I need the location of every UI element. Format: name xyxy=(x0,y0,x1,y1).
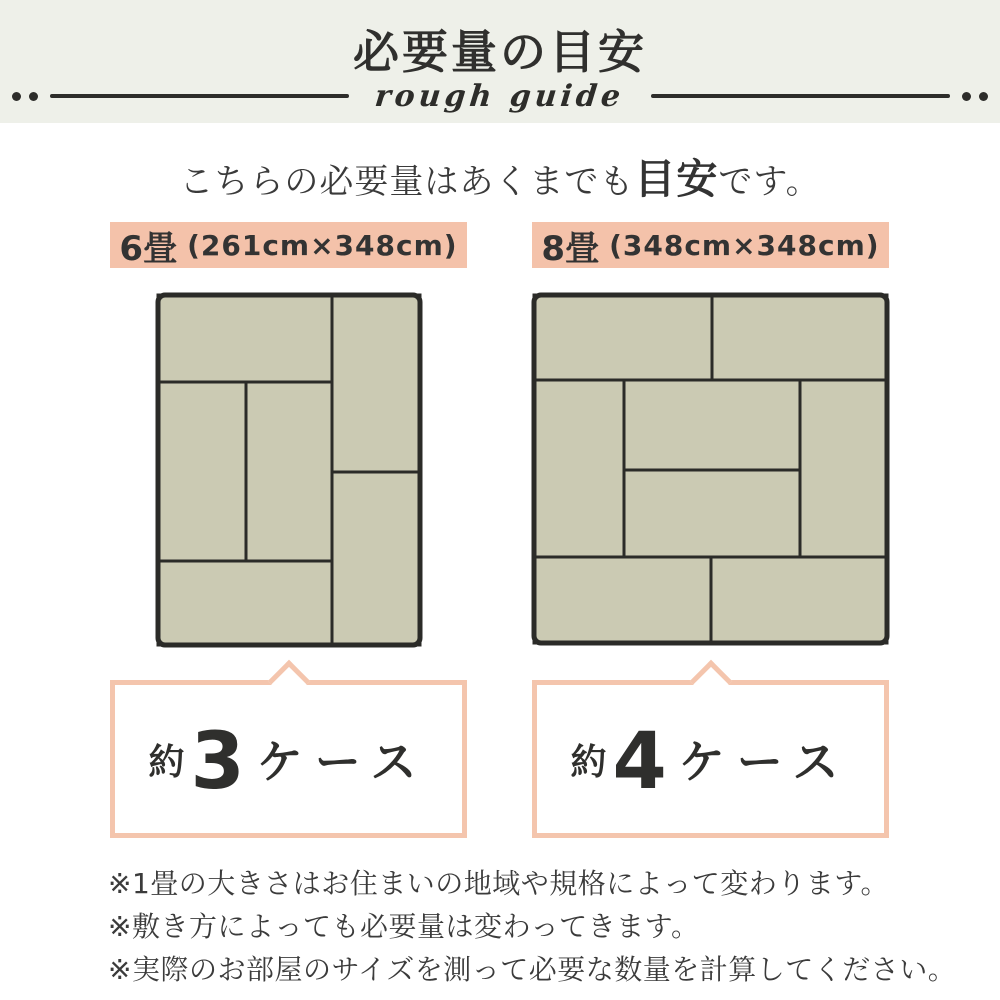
size-tag-8jo xyxy=(532,222,889,268)
case-count-text xyxy=(570,717,851,807)
subtitle-script: rough guide xyxy=(373,78,627,114)
tatami-mat xyxy=(624,470,800,557)
size-tag-6jo xyxy=(110,222,467,268)
size-tag-label: 6畳 xyxy=(119,228,178,269)
tatami-diagram-6jo xyxy=(155,292,423,648)
caret-up-notch xyxy=(689,660,731,702)
tatami-diagram-8jo xyxy=(531,292,890,648)
footnote-line: ※敷き方によっても必要量は変わってきます。 xyxy=(108,910,700,943)
header-decor xyxy=(0,80,1000,112)
case-unit: ケース xyxy=(256,735,429,789)
tatami-mat xyxy=(158,295,332,382)
case-prefix: 約 xyxy=(570,741,607,783)
tatami-mat xyxy=(158,382,246,561)
footnote-line: ※実際のお部屋のサイズを測って必要な数量を計算してください。 xyxy=(108,953,957,986)
dot-icon xyxy=(979,92,988,101)
tatami-mat xyxy=(711,557,887,643)
case-number: 4 xyxy=(612,717,667,807)
tatami-mat xyxy=(624,380,800,470)
intro-emphasis: 目安 xyxy=(634,155,719,203)
case-count-box-8jo xyxy=(532,680,889,838)
intro-pre: こちらの必要量はあくまでも xyxy=(179,162,635,202)
tatami-mat xyxy=(534,380,624,557)
divider-line xyxy=(651,94,950,98)
tatami-mat xyxy=(332,295,420,472)
size-tag-label: 8畳 xyxy=(541,228,600,269)
footnotes xyxy=(108,862,968,991)
case-count-box-6jo xyxy=(110,680,467,838)
tatami-mat xyxy=(800,380,887,557)
dot-icon xyxy=(12,92,21,101)
tatami-mat xyxy=(246,382,332,561)
tatami-mat xyxy=(158,561,332,645)
section-6jo xyxy=(110,222,467,838)
case-number: 3 xyxy=(190,717,245,807)
size-tag-dimensions: (261cm×348cm) xyxy=(187,228,458,262)
page-title: 必要量の目安 xyxy=(353,25,647,79)
case-count-text xyxy=(148,717,429,807)
tatami-mat xyxy=(332,472,420,645)
case-prefix: 約 xyxy=(148,741,185,783)
footnote-line: ※1畳の大きさはお住まいの地域や規格によって変わります。 xyxy=(108,867,890,900)
intro-post: です。 xyxy=(718,162,821,202)
tatami-mat xyxy=(534,295,712,380)
header-band xyxy=(0,0,1000,123)
dot-icon xyxy=(962,92,971,101)
dot-icon xyxy=(29,92,38,101)
caret-up-notch xyxy=(267,660,309,702)
case-unit: ケース xyxy=(678,735,851,789)
tatami-mat xyxy=(712,295,887,380)
section-8jo xyxy=(532,222,889,838)
intro-sentence xyxy=(0,146,1000,205)
tatami-mat xyxy=(534,557,711,643)
divider-line xyxy=(50,94,349,98)
size-tag-dimensions: (348cm×348cm) xyxy=(609,228,880,262)
